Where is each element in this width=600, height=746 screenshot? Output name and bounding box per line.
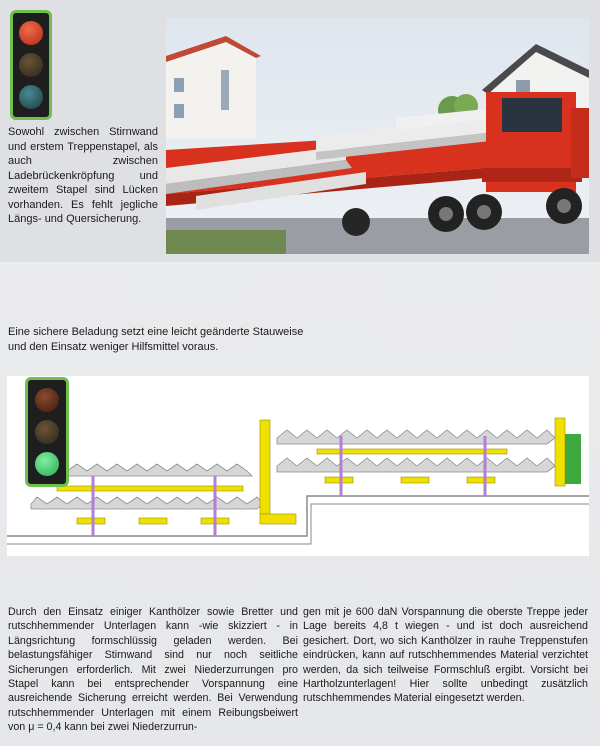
truck-photo: [166, 18, 589, 254]
body-text-right: gen mit je 600 daN Vorspannung die oberste Treppe jeder Lage bereits 4,8 t wiegen - und ist doch ausreichend gesichert. Dort, wo sich Kanthölzer in rauhe Treppenstufen eindrücken, kann auf rutschhemmendes Material verzichtet werden, da sich teilweise Formschluß ergibt. Vorsicht bei Hartholzunterlagen! Hier sollte unbedingt zusätzlich rutschhemmendes Material eingesetzt werden.: [303, 606, 588, 705]
load-securing-diagram: [7, 376, 589, 556]
body-text-left: Durch den Einsatz einiger Kanthölzer sowie Bretter und rutschhemmender Unterlagen kann -wie skizziert - in Längsrichtung formschlüssig geladen werden. Bei belastungsfähiger Stirnwand sind nur noch seitliche Sicherungen erforderlich. Mit zwei Niederzurrungen pro Stapel kann bei entsprechender Vorspannung eine ausreichende Sicherung erreicht werden. Bei Verwendung rutschhemmender Unterlagen mit einem Reibungsbeiwert von μ = 0,4 kann bei zwei Niederzurrun-: [8, 606, 298, 734]
upper-stair-stack: [277, 430, 555, 496]
intro-text: Eine sichere Beladung setzt eine leicht geänderte Stauweise und den Einsatz weniger Hilfsmittel voraus.: [8, 326, 304, 353]
top-caption: Sowohl zwischen Stirnwand und erstem Treppenstapel, als auch zwischen Ladebrückenkröpfung und zweitem Stapel sind Lücken vorhanden. Es fehlt jegliche Längs- und Quersicherung.: [8, 126, 158, 225]
traffic-light-red-icon: [10, 10, 52, 120]
traffic-light-green-icon: [25, 377, 69, 487]
